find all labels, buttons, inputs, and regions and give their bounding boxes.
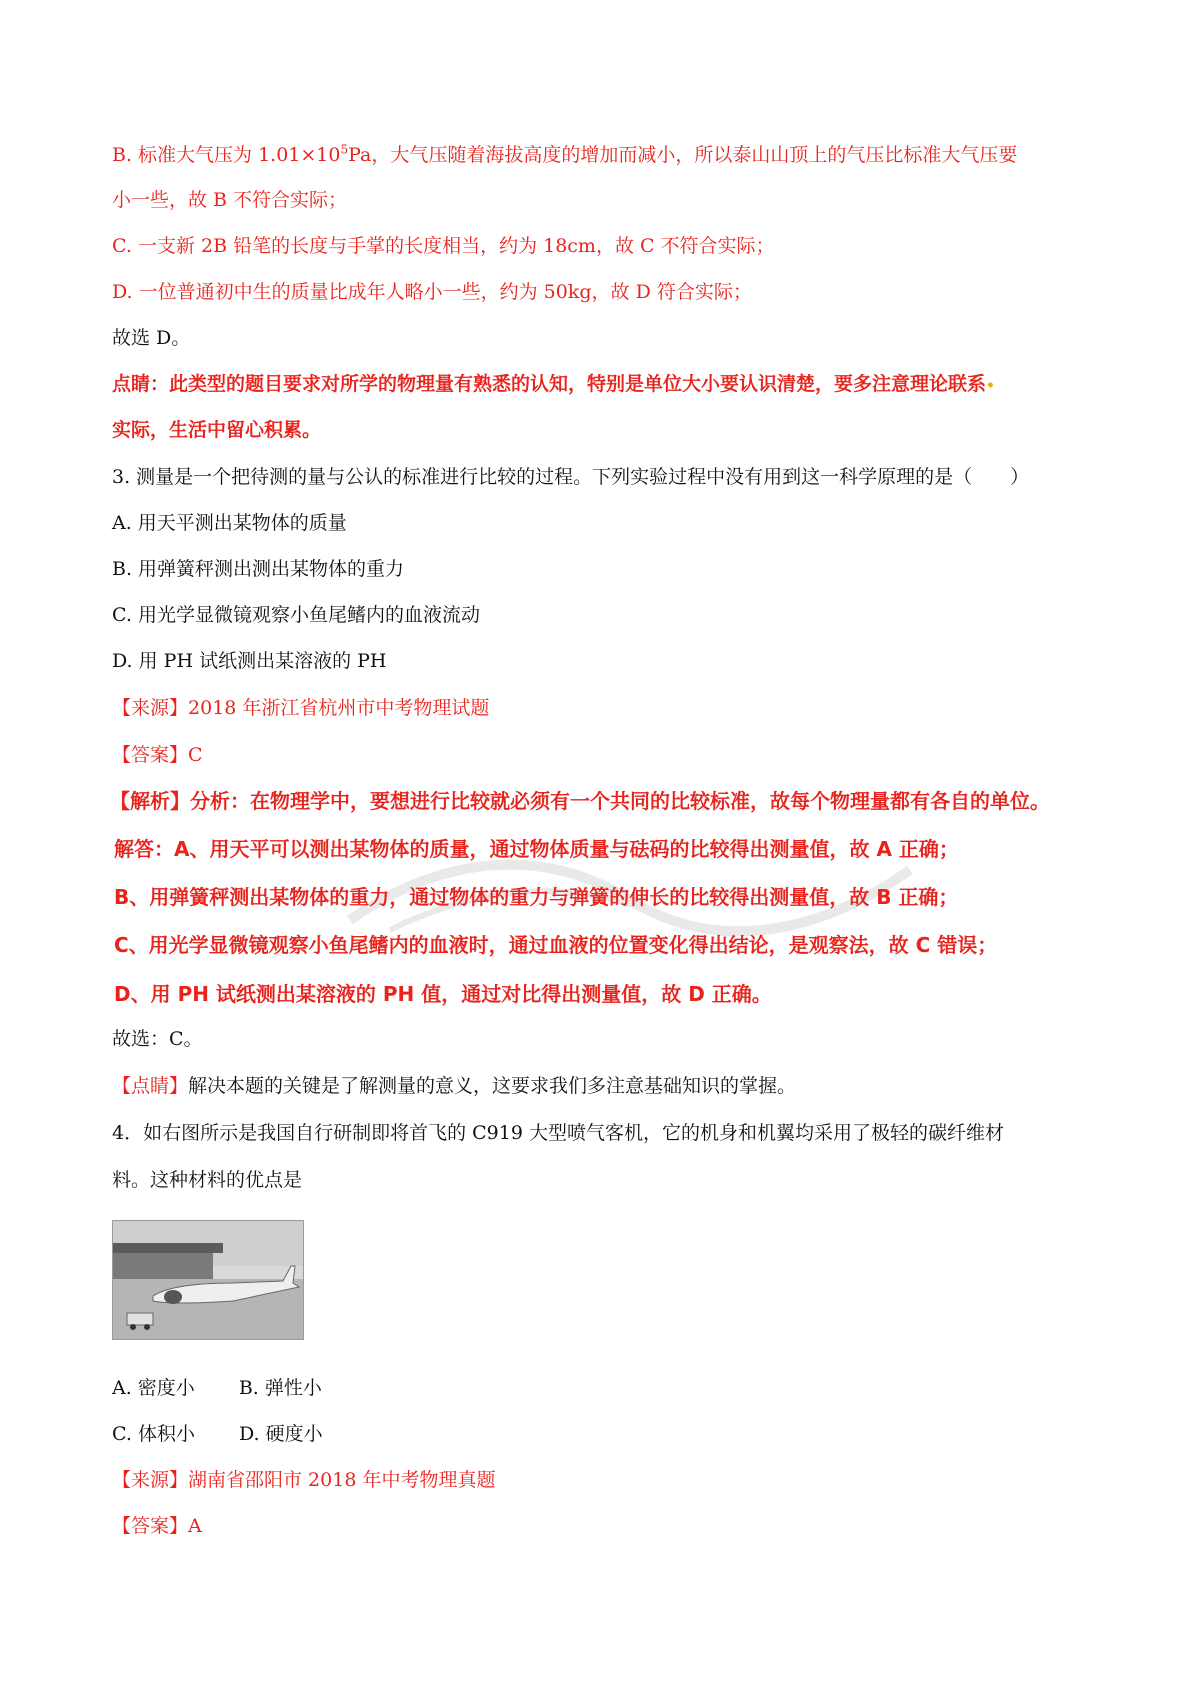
question-4: 4．如右图所示是我国自行研制即将首飞的 C919 大型喷气客机，它的机身和机翼均采用了极轻的碳纤维材	[112, 1122, 1004, 1144]
source-tag: 【来源】	[112, 697, 189, 719]
q3-tip	[112, 1072, 796, 1100]
text-fragment: B. 标准大气压为 1.01×10	[112, 144, 341, 166]
q3-solution-c: C、用光学显微镜观察小鱼尾鳍内的血液时，通过血液的位置变化得出结论，是观察法，故 C 错误；	[114, 933, 998, 957]
q3-answer	[112, 741, 203, 769]
superscript: 5	[340, 142, 349, 157]
q3-source	[112, 694, 489, 722]
q3-choice: 故选：C。	[112, 1028, 203, 1050]
answer-text: A	[188, 1515, 202, 1537]
answer-text: C	[188, 744, 203, 766]
q3-solution-d: D、用 PH 试纸测出某溶液的 PH 值，通过对比得出测量值，故 D 正确。	[114, 982, 772, 1006]
q3-option-a: A. 用天平测出某物体的质量	[112, 512, 347, 534]
question-4-cont: 料。这种材料的优点是	[112, 1169, 303, 1191]
text-fragment: Pa，大气压随着海拔高度的增加而减小，所以泰山山顶上的气压比标准大气压要	[348, 144, 1018, 166]
analysis-tag: 【解析】	[110, 789, 190, 813]
text-fragment: 点睛：此类型的题目要求对所学的物理量有熟悉的认知，特别是单位大小要认识清楚，要多注意理论联系	[112, 373, 987, 395]
c919-airplane-photo	[112, 1220, 304, 1340]
tip-line	[112, 370, 995, 400]
choice-line: 故选 D。	[112, 327, 191, 349]
answer-tag: 【答案】	[112, 744, 189, 766]
mark-icon: •	[986, 378, 995, 394]
q4-source	[112, 1466, 495, 1494]
q3-solution-a: 解答：A、用天平可以测出某物体的质量，通过物体质量与砝码的比较得出测量值，故 A 正确；	[114, 837, 959, 861]
source-text: 湖南省邵阳市 2018 年中考物理真题	[188, 1469, 496, 1491]
q4-options-row2: C. 体积小 D. 硬度小	[112, 1423, 323, 1445]
question-3: 3. 测量是一个把待测的量与公认的标准进行比较的过程。下列实验过程中没有用到这一科学原理的是（ ）	[112, 466, 1030, 488]
tip-tag: 【点睛】	[112, 1075, 189, 1097]
explanation-line-b-cont: 小一些，故 B 不符合实际；	[112, 189, 348, 211]
analysis-text: 分析：在物理学中，要想进行比较就必须有一个共同的比较标准，故每个物理量都有各自的单位。	[190, 789, 1050, 813]
q3-option-b: B. 用弹簧秤测出测出某物体的重力	[112, 558, 405, 580]
source-text: 2018 年浙江省杭州市中考物理试题	[188, 697, 490, 719]
q4-options-row1: A. 密度小 B. 弹性小	[112, 1377, 322, 1399]
q3-option-c: C. 用光学显微镜观察小鱼尾鳍内的血液流动	[112, 604, 480, 626]
tip-line-cont: 实际，生活中留心积累。	[112, 419, 322, 441]
q3-analysis	[110, 787, 1050, 815]
explanation-line-d: D. 一位普通初中生的质量比成年人略小一些，约为 50kg，故 D 符合实际；	[112, 281, 752, 303]
tip-text: 解决本题的关键是了解测量的意义，这要求我们多注意基础知识的掌握。	[188, 1075, 797, 1097]
source-tag: 【来源】	[112, 1469, 189, 1491]
q3-solution-b: B、用弹簧秤测出某物体的重力，通过物体的重力与弹簧的伸长的比较得出测量值，故 B 正确；	[114, 885, 959, 909]
answer-tag: 【答案】	[112, 1515, 189, 1537]
explanation-line-c: C. 一支新 2B 铅笔的长度与手掌的长度相当，约为 18cm，故 C 不符合实际；	[112, 235, 775, 257]
q3-option-d: D. 用 PH 试纸测出某溶液的 PH	[112, 650, 387, 672]
q4-answer	[112, 1512, 202, 1540]
explanation-line-b	[112, 141, 1017, 169]
